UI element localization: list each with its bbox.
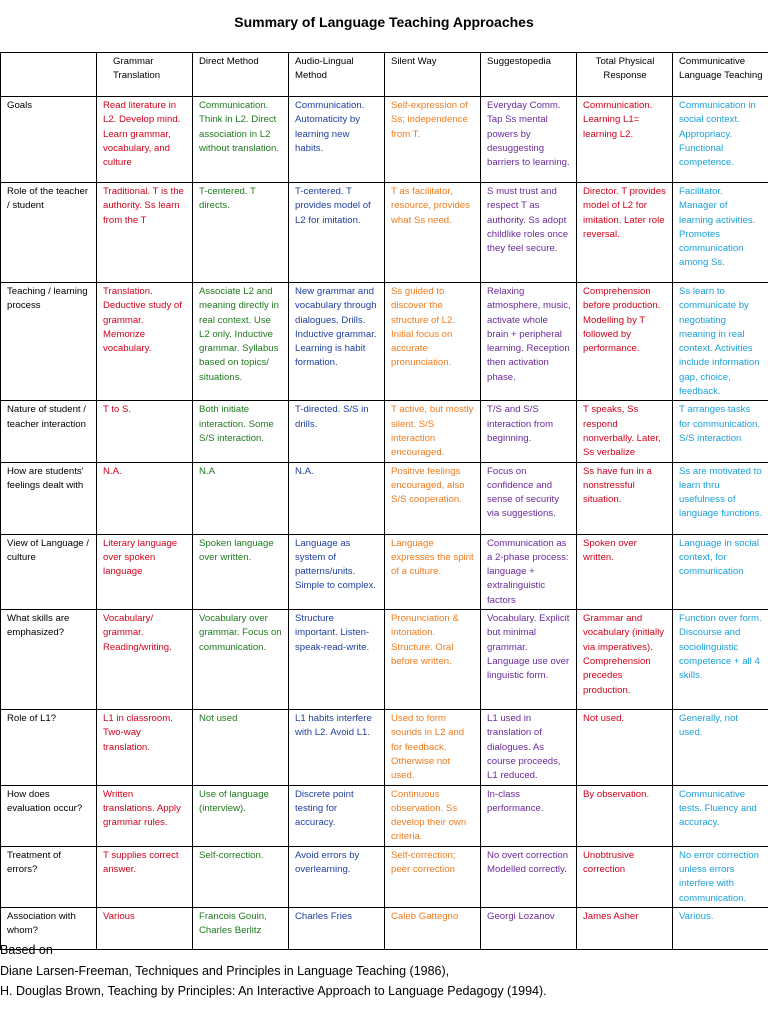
footer-references <box>0 940 547 1002</box>
cell-audio-lingual: New grammar and vocabulary through dialogues. Drills. Inductive grammar. Learning is habit formation. <box>289 283 385 401</box>
cell-communicative-language-teaching: Generally, not used. <box>673 710 768 785</box>
header-communicative-language-teaching: Communicative Language Teaching <box>673 53 768 97</box>
cell-audio-lingual: T-directed. S/S in drills. <box>289 401 385 462</box>
table-row <box>1 283 768 401</box>
cell-suggestopedia: Everyday Comm. Tap Ss mental powers by desuggesting barriers to learning. <box>481 97 577 183</box>
cell-grammar-translation: L1 in classroom. Two-way translation. <box>97 710 193 785</box>
row-label: Nature of student / teacher interaction <box>1 401 97 462</box>
cell-direct-method: Self-correction. <box>193 846 289 907</box>
cell-grammar-translation: T supplies correct answer. <box>97 846 193 907</box>
row-label: Role of the teacher / student <box>1 183 97 283</box>
cell-communicative-language-teaching: T arranges tasks for communication. S/S interaction <box>673 401 768 462</box>
header-direct-method: Direct Method <box>193 53 289 97</box>
header-row <box>1 53 768 97</box>
table-row <box>1 401 768 462</box>
cell-direct-method: Not used <box>193 710 289 785</box>
header-grammar-translation: Grammar Translation <box>97 53 193 97</box>
cell-total-physical-response: Spoken over written. <box>577 534 673 609</box>
cell-direct-method: Both initiate interaction. Some S/S interaction. <box>193 401 289 462</box>
table-row <box>1 183 768 283</box>
cell-audio-lingual: Structure important. Listen-speak-read-write. <box>289 610 385 710</box>
cell-direct-method: Communication. Think in L2. Direct association in L2 without translation. <box>193 97 289 183</box>
cell-audio-lingual: N.A. <box>289 462 385 534</box>
cell-suggestopedia: No overt correction Modelled correctly. <box>481 846 577 907</box>
cell-suggestopedia: L1 used in translation of dialogues. As course proceeds, L1 reduced. <box>481 710 577 785</box>
cell-suggestopedia: Georgi Lozanov <box>481 907 577 949</box>
table-row <box>1 534 768 609</box>
cell-silent-way: T as facilitator, resource, provides what Ss need. <box>385 183 481 283</box>
header-total-physical-response: Total Physical Response <box>577 53 673 97</box>
row-label: View of Language / culture <box>1 534 97 609</box>
cell-total-physical-response: Comprehension before production. Modelling by T followed by performance. <box>577 283 673 401</box>
cell-audio-lingual: Communication. Automaticity by learning new habits. <box>289 97 385 183</box>
cell-grammar-translation: Translation. Deductive study of grammar. Memorize vocabulary. <box>97 283 193 401</box>
row-label: Association with whom? <box>1 907 97 949</box>
document-title: Summary of Language Teaching Approaches <box>234 14 534 30</box>
cell-audio-lingual: Discrete point testing for accuracy. <box>289 785 385 846</box>
footer-reference-brown: H. Douglas Brown, Teaching by Principles: An Interactive Approach to Language Pedagogy (1994). <box>0 984 547 998</box>
cell-communicative-language-teaching: Communication in social context. Appropriacy. Functional competence. <box>673 97 768 183</box>
cell-communicative-language-teaching: Facilitator. Manager of learning activities. Promotes communication among Ss. <box>673 183 768 283</box>
cell-silent-way: Positive feelings encouraged, also S/S cooperation. <box>385 462 481 534</box>
cell-total-physical-response: By observation. <box>577 785 673 846</box>
cell-total-physical-response: James Asher <box>577 907 673 949</box>
cell-direct-method: Use of language (interview). <box>193 785 289 846</box>
header-silent-way: Silent Way <box>385 53 481 97</box>
cell-grammar-translation: Read literature in L2. Develop mind. Learn grammar, vocabulary, and culture <box>97 97 193 183</box>
cell-direct-method: T-centered. T directs. <box>193 183 289 283</box>
cell-communicative-language-teaching: Ss learn to communicate by negotiating meaning in real context. Activities include information gap, choice, feedback. <box>673 283 768 401</box>
cell-suggestopedia: Relaxing atmosphere, music, activate whole brain + peripheral learning. Reception then activation phase. <box>481 283 577 401</box>
cell-total-physical-response: Grammar and vocabulary (initially via imperatives). Comprehension precedes production. <box>577 610 673 710</box>
cell-audio-lingual: T-centered. T provides model of L2 for imitation. <box>289 183 385 283</box>
cell-grammar-translation: Various <box>97 907 193 949</box>
cell-audio-lingual: L1 habits interfere with L2. Avoid L1. <box>289 710 385 785</box>
cell-silent-way: Caleb Gattegno <box>385 907 481 949</box>
cell-audio-lingual: Charles Fries <box>289 907 385 949</box>
cell-grammar-translation: N.A. <box>97 462 193 534</box>
table-row <box>1 97 768 183</box>
cell-grammar-translation: Vocabulary/ grammar. Reading/writing. <box>97 610 193 710</box>
cell-audio-lingual: Language as system of patterns/units. Simple to complex. <box>289 534 385 609</box>
row-label: How are students' feelings dealt with <box>1 462 97 534</box>
cell-silent-way: T active, but mostly silent. S/S interaction encouraged. <box>385 401 481 462</box>
cell-silent-way: Self-expression of Ss; independence from T. <box>385 97 481 183</box>
cell-silent-way: Ss guided to discover the structure of L2. Initial focus on accurate pronunciation. <box>385 283 481 401</box>
cell-total-physical-response: Communication. Learning L1= learning L2. <box>577 97 673 183</box>
cell-suggestopedia: T/S and S/S interaction from beginning. <box>481 401 577 462</box>
row-label: Teaching / learning process <box>1 283 97 401</box>
row-label: Goals <box>1 97 97 183</box>
cell-total-physical-response: Ss have fun in a nonstressful situation. <box>577 462 673 534</box>
cell-silent-way: Continuous observation. Ss develop their own criteria. <box>385 785 481 846</box>
cell-grammar-translation: Literary language over spoken language <box>97 534 193 609</box>
cell-suggestopedia: S must trust and respect T as authority. Ss adopt childlike roles once they feel secure. <box>481 183 577 283</box>
cell-silent-way: Language expresses the spirit of a culture. <box>385 534 481 609</box>
cell-communicative-language-teaching: Various. <box>673 907 768 949</box>
table-row <box>1 846 768 907</box>
cell-total-physical-response: Unobtrusive correction <box>577 846 673 907</box>
cell-silent-way: Used to form sounds in L2 and for feedback. Otherwise not used. <box>385 710 481 785</box>
cell-suggestopedia: In-class performance. <box>481 785 577 846</box>
cell-communicative-language-teaching: Communicative tests. Fluency and accuracy. <box>673 785 768 846</box>
cell-communicative-language-teaching: Ss are motivated to learn thru usefulness of language functions. <box>673 462 768 534</box>
cell-suggestopedia: Communication as a 2-phase process: language + extralinguistic factors <box>481 534 577 609</box>
row-label: What skills are emphasized? <box>1 610 97 710</box>
cell-communicative-language-teaching: Language in social context, for communication <box>673 534 768 609</box>
table-row <box>1 710 768 785</box>
cell-direct-method: N.A <box>193 462 289 534</box>
cell-audio-lingual: Avoid errors by overlearning. <box>289 846 385 907</box>
footer-based-on: Based on <box>0 943 53 957</box>
cell-communicative-language-teaching: No error correction unless errors interfere with communication. <box>673 846 768 907</box>
cell-direct-method: Associate L2 and meaning directly in real context. Use L2 only. Inductive grammar. Syllabus based on topics/ situations. <box>193 283 289 401</box>
cell-communicative-language-teaching: Function over form. Discourse and sociolinguistic competence + all 4 skills. <box>673 610 768 710</box>
row-label: Treatment of errors? <box>1 846 97 907</box>
row-label: Role of L1? <box>1 710 97 785</box>
approaches-table <box>0 52 768 950</box>
cell-suggestopedia: Focus on confidence and sense of security via suggestions. <box>481 462 577 534</box>
cell-total-physical-response: T speaks, Ss respond nonverbally. Later, Ss verbalize <box>577 401 673 462</box>
cell-grammar-translation: Traditional. T is the authority. Ss learn from the T <box>97 183 193 283</box>
cell-total-physical-response: Not used. <box>577 710 673 785</box>
cell-grammar-translation: T to S. <box>97 401 193 462</box>
table-row <box>1 785 768 846</box>
cell-direct-method: Francois Gouin, Charles Berlitz <box>193 907 289 949</box>
cell-suggestopedia: Vocabulary. Explicit but minimal grammar. Language use over linguistic form. <box>481 610 577 710</box>
table-row <box>1 462 768 534</box>
header-corner <box>1 53 97 97</box>
cell-grammar-translation: Written translations. Apply grammar rules. <box>97 785 193 846</box>
cell-silent-way: Self-correction; peer correction <box>385 846 481 907</box>
cell-silent-way: Pronunciation & intonation. Structure. Oral before written. <box>385 610 481 710</box>
cell-direct-method: Vocabulary over grammar. Focus on communication. <box>193 610 289 710</box>
cell-direct-method: Spoken language over written. <box>193 534 289 609</box>
header-suggestopedia: Suggestopedia <box>481 53 577 97</box>
table-row <box>1 610 768 710</box>
row-label: How does evaluation occur? <box>1 785 97 846</box>
cell-total-physical-response: Director. T provides model of L2 for imitation. Later role reversal. <box>577 183 673 283</box>
header-audio-lingual: Audio-Lingual Method <box>289 53 385 97</box>
footer-reference-larsen-freeman: Diane Larsen-Freeman, Techniques and Principles in Language Teaching (1986), <box>0 963 450 978</box>
